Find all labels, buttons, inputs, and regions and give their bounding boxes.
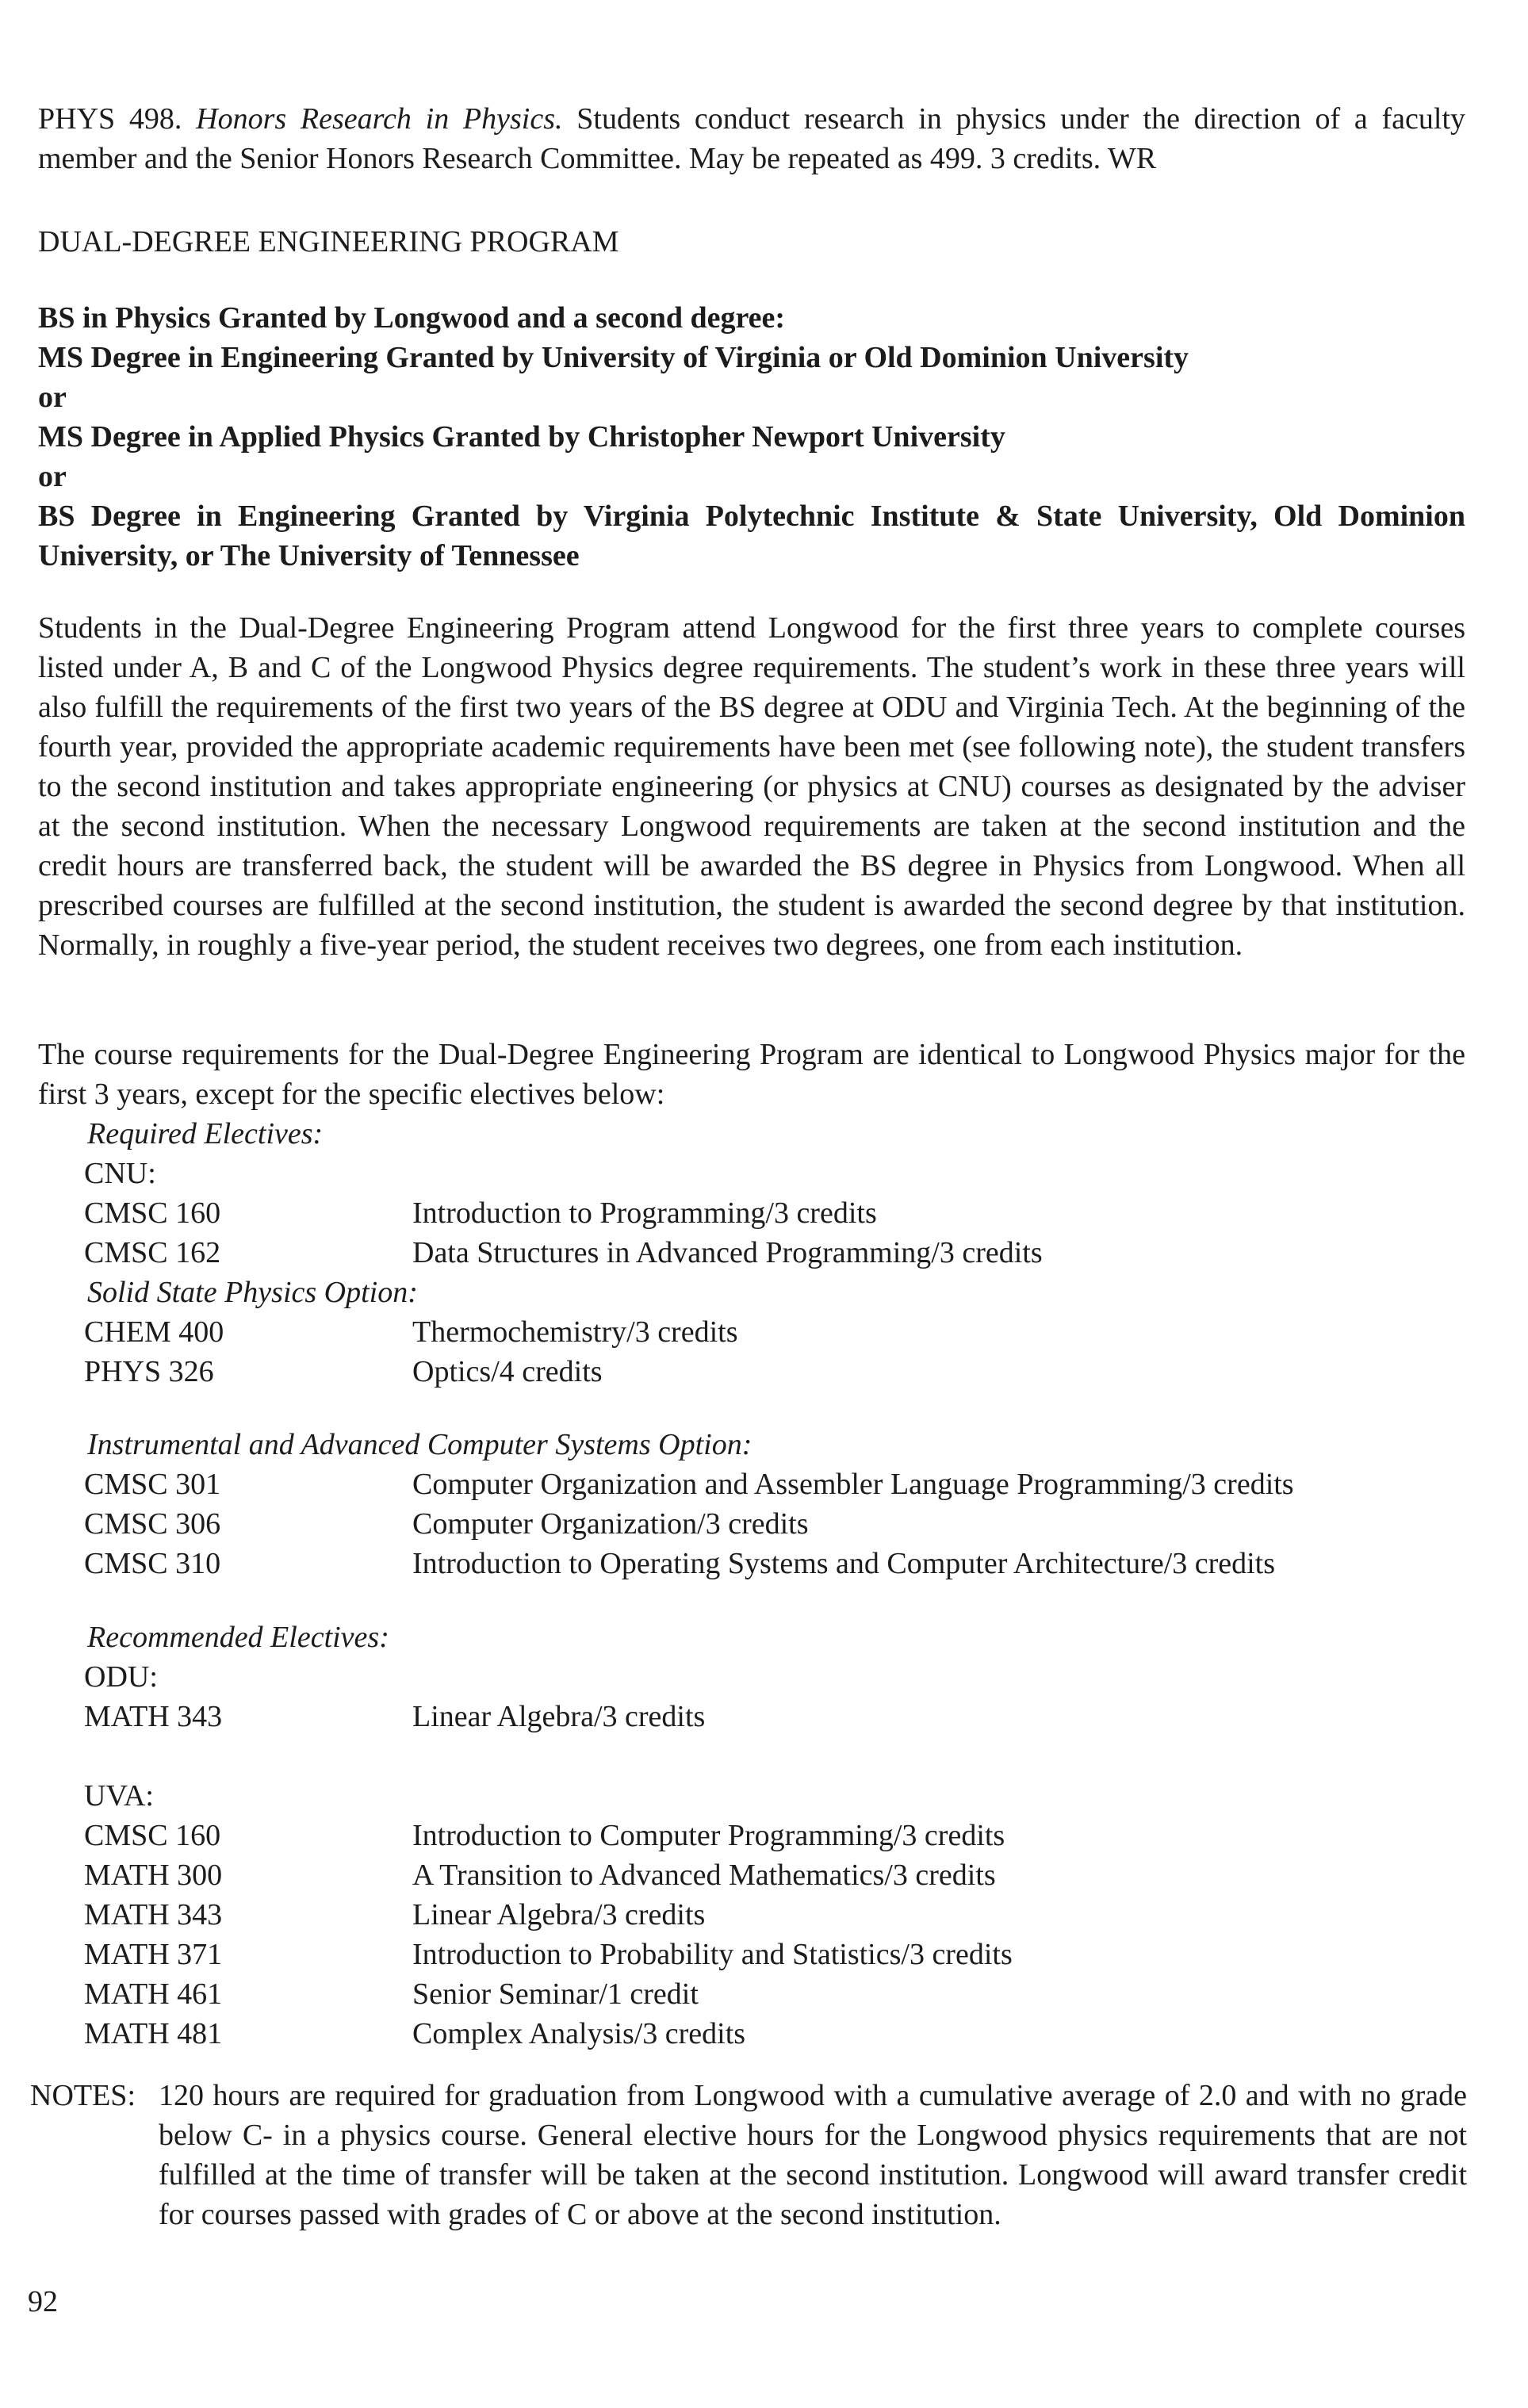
- course-description: Thermochemistry/3 credits: [412, 1315, 738, 1349]
- course-code: PHYS 326: [84, 1355, 214, 1388]
- course-code: MATH 461: [84, 1977, 223, 2011]
- course-description: A Transition to Advanced Mathematics/3 credits: [412, 1859, 996, 1892]
- course-description: Computer Organization and Assembler Language Programming/3 credits: [412, 1468, 1294, 1501]
- required-electives-label: Required Electives:: [87, 1117, 324, 1150]
- course-code: MATH 300: [84, 1859, 223, 1892]
- course-description: Introduction to Programming/3 credits: [412, 1196, 877, 1230]
- program-description: Students in the Dual-Degree Engineering Program attend Longwood for the first three years to complete courses listed under A, B and C of the Longwood Physics degree requirements. The student’s work in these three years will also fulfill the requirements of the first two years of the BS degree at ODU and Virginia Tech. At the beginning of the fourth year, provided the appropriate academic requirements have been met (see following note), the student transfers to the second institution and takes appropriate engineering (or physics at CNU) courses as designated by the adviser at the second institution. When the necessary Longwood requirements are taken at the second institution and the credit hours are transferred back, the student will be awarded the BS degree in Physics from Longwood. When all prescribed courses are fulfilled at the second institution, the student is awarded the second degree by that institution. Normally, in roughly a five-year period, the student receives two degrees, one from each institution.: [38, 611, 1465, 962]
- degree-line: MS Degree in Engineering Granted by University of Virginia or Old Dominion University: [38, 341, 1189, 374]
- course-description: Optics/4 credits: [412, 1355, 603, 1388]
- cnu-label: CNU:: [84, 1157, 156, 1190]
- page-number: 92: [28, 2285, 58, 2318]
- course-code: CMSC 310: [84, 1547, 221, 1580]
- solid-state-option-label: Solid State Physics Option:: [87, 1276, 418, 1309]
- course-description: Introduction to Computer Programming/3 credits: [412, 1819, 1005, 1852]
- course-code: CMSC 306: [84, 1507, 221, 1541]
- uva-label: UVA:: [84, 1779, 154, 1813]
- course-code: MATH 481: [84, 2017, 223, 2050]
- degree-line: or: [38, 381, 67, 414]
- degree-line: MS Degree in Applied Physics Granted by Christopher Newport University: [38, 420, 1005, 454]
- course-description: Introduction to Probability and Statistics/3 credits: [412, 1938, 1013, 1971]
- course-entry-phys498: [38, 99, 1465, 178]
- course-code: MATH 343: [84, 1898, 223, 1931]
- course-description: Linear Algebra/3 credits: [412, 1700, 706, 1733]
- degree-line: BS Degree in Engineering Granted by Virginia Polytechnic Institute & State University, Old Dominion University, or The University of Tennessee: [38, 500, 1465, 572]
- degree-list: [38, 298, 1465, 576]
- instrumental-option-label: Instrumental and Advanced Computer Systems Option:: [87, 1428, 753, 1461]
- course-code: CMSC 162: [84, 1236, 221, 1269]
- course-code: CMSC 301: [84, 1468, 221, 1501]
- course-description: Senior Seminar/1 credit: [412, 1977, 699, 2011]
- course-code: CMSC 160: [84, 1819, 221, 1852]
- course-description: Data Structures in Advanced Programming/3 credits: [412, 1236, 1043, 1269]
- section-title: DUAL-DEGREE ENGINEERING PROGRAM: [38, 225, 619, 258]
- course-code: CMSC 160: [84, 1196, 221, 1230]
- course-description: Introduction to Operating Systems and Computer Architecture/3 credits: [412, 1547, 1276, 1580]
- course-title: Honors Research in Physics.: [196, 102, 563, 136]
- degree-line: BS in Physics Granted by Longwood and a second degree:: [38, 301, 786, 335]
- course-description: Computer Organization/3 credits: [412, 1507, 809, 1541]
- degree-line: or: [38, 460, 67, 493]
- course-description: Students conduct research in physics under the direction of a faculty member and the Senior Honors Research Committee. May be repeated as 499. 3 credits. WR: [38, 102, 1466, 175]
- course-code: MATH 371: [84, 1938, 223, 1971]
- course-code: PHYS 498.: [38, 102, 182, 136]
- notes-text: 120 hours are required for graduation from Longwood with a cumulative average of 2.0 and with no grade below C- in a physics course. General elective hours for the Longwood physics requirements that are not fulfilled at the time of transfer will be taken at the second institution. Longwood will award transfer credit for courses passed with grades of C or above at the second institution.: [159, 2079, 1467, 2231]
- recommended-electives-label: Recommended Electives:: [87, 1621, 389, 1654]
- course-description: Linear Algebra/3 credits: [412, 1898, 706, 1931]
- course-description: Complex Analysis/3 credits: [412, 2017, 746, 2050]
- requirements-intro: The course requirements for the Dual-Degree Engineering Program are identical to Longwood Physics major for the first 3 years, except for the specific electives below:: [38, 1038, 1465, 1111]
- notes-label: NOTES:: [30, 2079, 136, 2112]
- course-code: CHEM 400: [84, 1315, 224, 1349]
- course-code: MATH 343: [84, 1700, 223, 1733]
- odu-label: ODU:: [84, 1660, 158, 1694]
